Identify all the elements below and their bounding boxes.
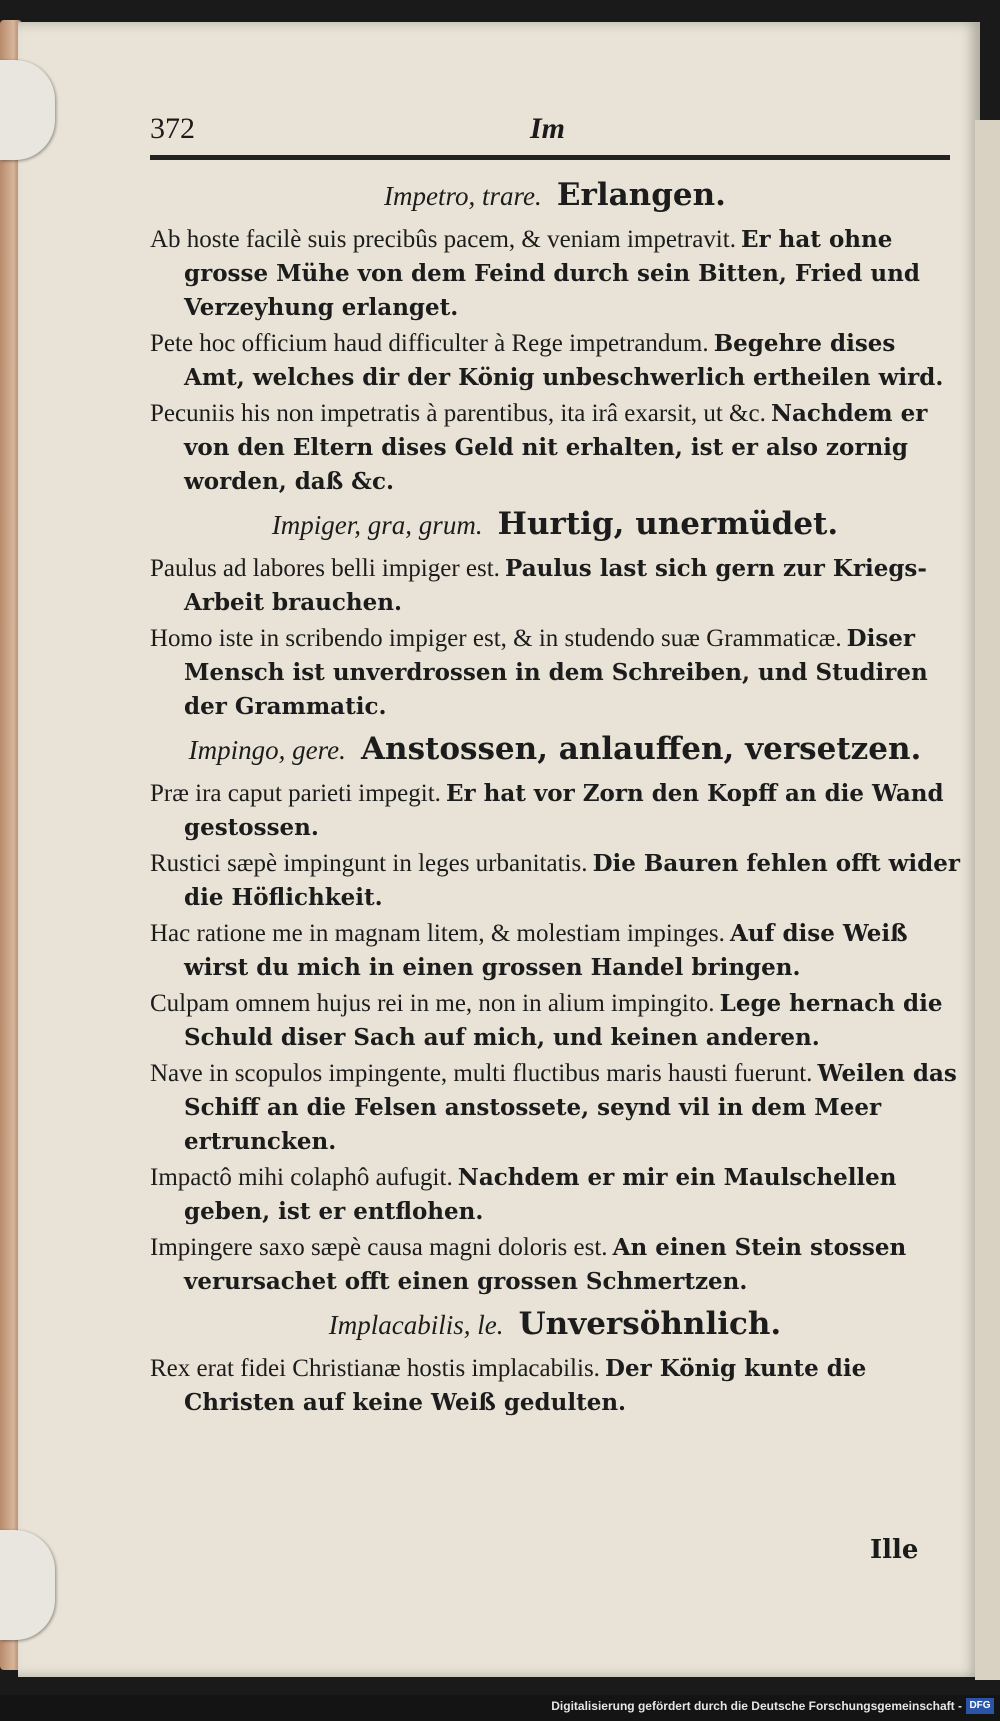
german-translation: Weilen das Schiff an die Felsen anstossete, seynd vil in dem Meer ertruncken. (184, 1060, 957, 1155)
catchword: Ille (870, 1535, 919, 1565)
example-entry (150, 987, 960, 1055)
entry-headword (150, 730, 960, 773)
example-entry (150, 223, 960, 325)
entry-headword (150, 1305, 960, 1348)
dictionary-body (150, 170, 960, 1422)
german-translation: Nachdem er von den Eltern dises Geld nit erhalten, ist er also zornig worden, daß &c. (184, 400, 928, 495)
entry-headword (150, 176, 960, 219)
latin-sentence: Hac ratione me in magnam litem, & molestiam impinges. (150, 920, 725, 947)
headword-latin: Implacabilis, le. (328, 1310, 504, 1340)
running-head: Im (530, 112, 566, 145)
latin-sentence: Culpam omnem hujus rei in me, non in alium impingito. (150, 990, 715, 1017)
page-number: 372 (150, 112, 195, 145)
headword-latin: Impingo, gere. (188, 735, 346, 765)
footer-bar (0, 1695, 1000, 1721)
example-entry (150, 1057, 960, 1159)
german-translation: Lege hernach die Schuld diser Sach auf mich, und keinen anderen. (184, 990, 943, 1051)
latin-sentence: Rustici sæpè impingunt in leges urbanitatis. (150, 850, 588, 877)
german-translation: Er hat vor Zorn den Kopff an die Wand gestossen. (184, 780, 944, 841)
footer-credit: Digitalisierung gefördert durch die Deutsche Forschungsgemeinschaft - (551, 1699, 962, 1713)
headword-german: Erlangen. (556, 177, 726, 213)
headword-latin: Impiger, gra, grum. (271, 510, 483, 540)
german-translation: Diser Mensch ist unverdrossen in dem Schreiben, und Studiren der Grammatic. (184, 625, 928, 720)
headword-german: Unversöhnlich. (518, 1306, 782, 1342)
facing-page-edge (975, 120, 1000, 1680)
latin-sentence: Ab hoste facilè suis precibûs pacem, & veniam impetravit. (150, 226, 736, 253)
german-translation: Auf dise Weiß wirst du mich in einen grossen Handel bringen. (184, 920, 908, 981)
headword-latin: Impetro, trare. (384, 181, 542, 211)
example-entry (150, 1231, 960, 1299)
clip-tab-bottom (0, 1530, 55, 1640)
german-translation: Die Bauren fehlen offt wider die Höflichkeit. (184, 850, 961, 911)
example-entry (150, 397, 960, 499)
latin-sentence: Rex erat fidei Christianæ hostis implacabilis. (150, 1355, 600, 1382)
german-translation: An einen Stein stossen verursachet offt einen grossen Schmertzen. (184, 1234, 907, 1295)
example-entry (150, 777, 960, 845)
header-rule (150, 155, 950, 160)
example-entry (150, 327, 960, 395)
dfg-logo: DFG (966, 1698, 994, 1714)
latin-sentence: Pete hoc officium haud difficulter à Rege impetrandum. (150, 330, 709, 357)
latin-sentence: Pecuniis his non impetratis à parentibus, ita irâ exarsit, ut &c. (150, 400, 766, 427)
example-entry (150, 622, 960, 724)
german-translation: Der König kunte die Christen auf keine Weiß gedulten. (184, 1355, 867, 1416)
german-translation: Er hat ohne grosse Mühe von dem Feind durch sein Bitten, Fried und Verzeyhung erlanget. (184, 226, 920, 321)
latin-sentence: Paulus ad labores belli impiger est. (150, 555, 500, 582)
example-entry (150, 1161, 960, 1229)
latin-sentence: Nave in scopulos impingente, multi fluctibus maris hausti fuerunt. (150, 1060, 813, 1087)
example-entry (150, 552, 960, 620)
german-translation: Paulus last sich gern zur Kriegs-Arbeit brauchen. (184, 555, 927, 616)
german-translation: Nachdem er mir ein Maulschellen geben, ist er entflohen. (184, 1164, 897, 1225)
page-header (150, 112, 950, 157)
latin-sentence: Impingere saxo sæpè causa magni doloris est. (150, 1234, 608, 1261)
latin-sentence: Impactô mihi colaphô aufugit. (150, 1164, 453, 1191)
latin-sentence: Præ ira caput parieti impegit. (150, 780, 441, 807)
headword-german: Anstossen, anlauffen, versetzen. (360, 731, 922, 767)
headword-german: Hurtig, unermüdet. (497, 506, 839, 542)
example-entry (150, 1352, 960, 1420)
example-entry (150, 917, 960, 985)
latin-sentence: Homo iste in scribendo impiger est, & in studendo suæ Grammaticæ. (150, 625, 842, 652)
german-translation: Begehre dises Amt, welches dir der König unbeschwerlich ertheilen wird. (184, 330, 944, 391)
entry-headword (150, 505, 960, 548)
example-entry (150, 847, 960, 915)
